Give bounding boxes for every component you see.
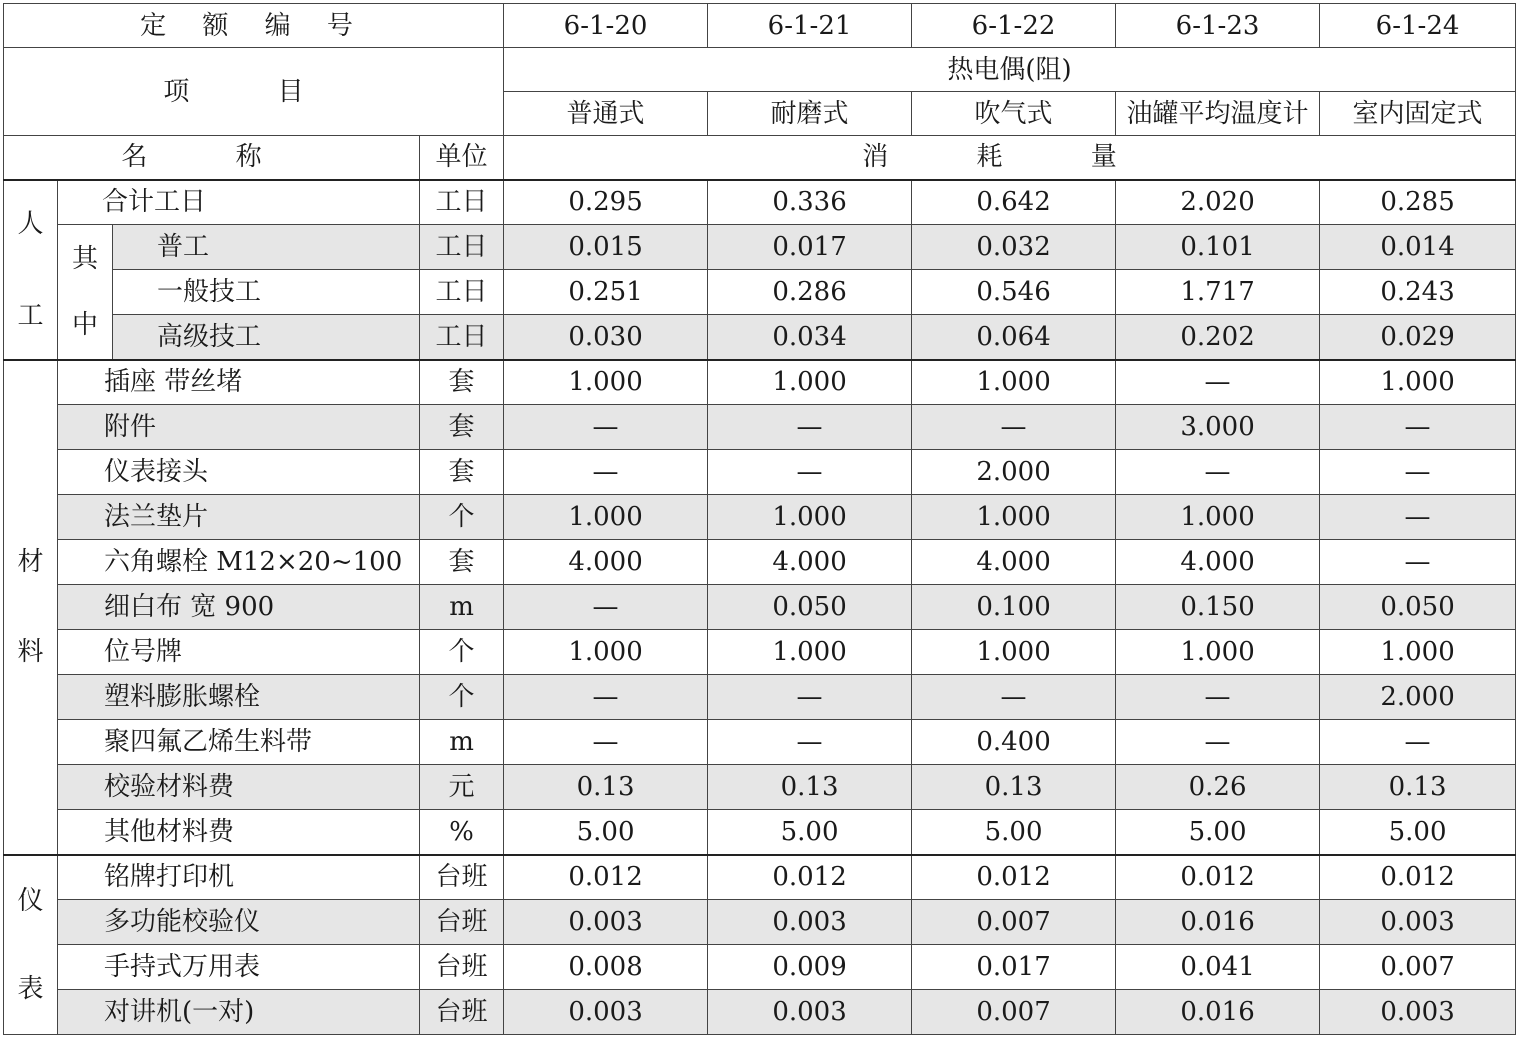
group-title: 热电偶(阻) <box>504 48 1516 92</box>
value-cell: — <box>708 675 912 720</box>
labor-row <box>4 315 1516 360</box>
value-cell: 0.050 <box>1320 585 1516 630</box>
item-name: 仪表接头 <box>58 450 420 495</box>
materials-row <box>4 405 1516 450</box>
code-row <box>4 4 1516 48</box>
value-cell: 1.000 <box>912 495 1116 540</box>
item-unit: 台班 <box>420 990 504 1035</box>
item-name: 校验材料费 <box>58 765 420 810</box>
value-cell: 5.00 <box>708 810 912 855</box>
value-cell: 0.13 <box>708 765 912 810</box>
type-cell: 普通式 <box>504 92 708 136</box>
value-cell: 0.101 <box>1116 225 1320 270</box>
type-cell: 吹气式 <box>912 92 1116 136</box>
value-cell: 0.017 <box>708 225 912 270</box>
consumption-label <box>504 136 1516 180</box>
value-cell: 0.285 <box>1320 180 1516 225</box>
item-unit: 个 <box>420 495 504 540</box>
instruments-row <box>4 900 1516 945</box>
item-name: 聚四氟乙烯生料带 <box>58 720 420 765</box>
instruments-row <box>4 945 1516 990</box>
group-row <box>4 48 1516 92</box>
value-cell: — <box>1116 360 1320 405</box>
column-label-row <box>4 136 1516 180</box>
value-cell: — <box>504 450 708 495</box>
value-cell: — <box>1320 540 1516 585</box>
value-cell: 0.016 <box>1116 900 1320 945</box>
value-cell: 0.007 <box>1320 945 1516 990</box>
value-cell: 5.00 <box>504 810 708 855</box>
value-cell: — <box>912 405 1116 450</box>
value-cell: 4.000 <box>1116 540 1320 585</box>
type-cell: 油罐平均温度计 <box>1116 92 1320 136</box>
value-cell: 0.012 <box>1320 855 1516 900</box>
value-cell: — <box>504 720 708 765</box>
materials-row <box>4 360 1516 405</box>
item-unit: 套 <box>420 360 504 405</box>
value-cell: — <box>1116 675 1320 720</box>
value-cell: 1.000 <box>912 630 1116 675</box>
value-cell: — <box>708 450 912 495</box>
value-cell: 0.003 <box>1320 990 1516 1035</box>
value-cell: 0.064 <box>912 315 1116 360</box>
value-cell: 1.000 <box>1116 630 1320 675</box>
value-cell: 0.030 <box>504 315 708 360</box>
labor-row <box>4 225 1516 270</box>
item-name: 其他材料费 <box>58 810 420 855</box>
item-name: 手持式万用表 <box>58 945 420 990</box>
value-cell: 5.00 <box>1116 810 1320 855</box>
value-cell: 0.202 <box>1116 315 1320 360</box>
value-cell: — <box>504 405 708 450</box>
materials-row <box>4 765 1516 810</box>
value-cell: 2.000 <box>912 450 1116 495</box>
item-name: 位号牌 <box>58 630 420 675</box>
instruments-category-char: 表 <box>17 973 44 1004</box>
item-unit: 工日 <box>420 225 504 270</box>
item-unit: 工日 <box>420 315 504 360</box>
type-cell: 室内固定式 <box>1320 92 1516 136</box>
item-name: 细白布 宽 900 <box>58 585 420 630</box>
materials-row <box>4 810 1516 855</box>
value-cell: 0.251 <box>504 270 708 315</box>
value-cell: — <box>1320 495 1516 540</box>
value-cell: 0.13 <box>504 765 708 810</box>
item-unit: m <box>420 720 504 765</box>
code-cell: 6-1-23 <box>1116 4 1320 48</box>
value-cell: 0.642 <box>912 180 1116 225</box>
value-cell: — <box>504 585 708 630</box>
value-cell: 1.000 <box>1116 495 1320 540</box>
value-cell: 0.015 <box>504 225 708 270</box>
materials-category-char: 料 <box>17 637 44 667</box>
value-cell: 1.000 <box>708 495 912 540</box>
value-cell: 1.000 <box>708 360 912 405</box>
value-cell: 0.003 <box>504 900 708 945</box>
value-cell: — <box>708 720 912 765</box>
value-cell: 0.032 <box>912 225 1116 270</box>
item-name: 一般技工 <box>113 270 420 315</box>
value-cell: 0.012 <box>912 855 1116 900</box>
item-name: 铭牌打印机 <box>58 855 420 900</box>
value-cell: — <box>912 675 1116 720</box>
value-cell: — <box>1116 450 1320 495</box>
code-cell: 6-1-21 <box>708 4 912 48</box>
value-cell: 0.029 <box>1320 315 1516 360</box>
item-name: 普工 <box>113 225 420 270</box>
labor-sub-category <box>58 225 113 360</box>
item-unit: 工日 <box>420 270 504 315</box>
item-name: 附件 <box>58 405 420 450</box>
value-cell: 0.012 <box>708 855 912 900</box>
value-cell: 0.003 <box>504 990 708 1035</box>
item-name: 高级技工 <box>113 315 420 360</box>
labor-row <box>4 270 1516 315</box>
labor-category <box>4 180 58 360</box>
value-cell: 3.000 <box>1116 405 1320 450</box>
labor-category-char: 工 <box>17 300 44 331</box>
value-cell: 0.008 <box>504 945 708 990</box>
instruments-row <box>4 855 1516 900</box>
item-name: 法兰垫片 <box>58 495 420 540</box>
item-unit: 个 <box>420 675 504 720</box>
value-cell: 2.020 <box>1116 180 1320 225</box>
item-unit: % <box>420 810 504 855</box>
value-cell: 0.100 <box>912 585 1116 630</box>
labor-total-row <box>4 180 1516 225</box>
instruments-row <box>4 990 1516 1035</box>
unit-label: 单位 <box>420 136 504 180</box>
value-cell: 1.000 <box>1320 630 1516 675</box>
materials-row <box>4 630 1516 675</box>
labor-sub-category-char: 中 <box>71 309 98 340</box>
instruments-category <box>4 855 58 1035</box>
item-unit: m <box>420 585 504 630</box>
value-cell: 4.000 <box>504 540 708 585</box>
materials-row <box>4 495 1516 540</box>
item-name: 插座 带丝堵 <box>58 360 420 405</box>
item-name: 六角螺栓 M12×20~100 <box>58 540 420 585</box>
code-cell: 6-1-22 <box>912 4 1116 48</box>
item-unit: 套 <box>420 540 504 585</box>
item-unit: 套 <box>420 405 504 450</box>
labor-category-char: 人 <box>17 208 44 239</box>
value-cell: — <box>1320 450 1516 495</box>
value-cell: 2.000 <box>1320 675 1516 720</box>
value-cell: 0.016 <box>1116 990 1320 1035</box>
value-cell: 1.000 <box>912 360 1116 405</box>
item-unit: 套 <box>420 450 504 495</box>
item-name: 对讲机(一对) <box>58 990 420 1035</box>
value-cell: 0.546 <box>912 270 1116 315</box>
instruments-category-char: 仪 <box>17 885 44 916</box>
value-cell: 0.009 <box>708 945 912 990</box>
item-name: 塑料膨胀螺栓 <box>58 675 420 720</box>
value-cell: 0.012 <box>504 855 708 900</box>
type-cell: 耐磨式 <box>708 92 912 136</box>
code-cell: 6-1-24 <box>1320 4 1516 48</box>
materials-row <box>4 540 1516 585</box>
item-label-text: 项 目 <box>163 76 344 107</box>
value-cell: 1.000 <box>1320 360 1516 405</box>
item-unit: 个 <box>420 630 504 675</box>
value-cell: 1.000 <box>504 630 708 675</box>
value-cell: 4.000 <box>912 540 1116 585</box>
item-label <box>4 48 504 136</box>
value-cell: — <box>708 405 912 450</box>
quota-table <box>3 3 1516 1035</box>
value-cell: 0.150 <box>1116 585 1320 630</box>
value-cell: — <box>1320 405 1516 450</box>
value-cell: 0.007 <box>912 990 1116 1035</box>
value-cell: 0.014 <box>1320 225 1516 270</box>
value-cell: 0.003 <box>708 900 912 945</box>
value-cell: 0.286 <box>708 270 912 315</box>
value-cell: 0.050 <box>708 585 912 630</box>
item-unit: 台班 <box>420 945 504 990</box>
value-cell: 0.336 <box>708 180 912 225</box>
materials-row <box>4 675 1516 720</box>
value-cell: 0.400 <box>912 720 1116 765</box>
materials-row <box>4 720 1516 765</box>
item-name: 多功能校验仪 <box>58 900 420 945</box>
value-cell: 1.717 <box>1116 270 1320 315</box>
value-cell: 0.017 <box>912 945 1116 990</box>
item-name: 合计工日 <box>58 180 420 225</box>
value-cell: 0.034 <box>708 315 912 360</box>
value-cell: 0.003 <box>708 990 912 1035</box>
name-label <box>4 136 420 180</box>
value-cell: 1.000 <box>708 630 912 675</box>
item-unit: 元 <box>420 765 504 810</box>
code-label-text: 定 额 编 号 <box>140 10 367 41</box>
code-cell: 6-1-20 <box>504 4 708 48</box>
value-cell: 0.012 <box>1116 855 1320 900</box>
code-label <box>4 4 504 48</box>
value-cell: 0.26 <box>1116 765 1320 810</box>
value-cell: 0.007 <box>912 900 1116 945</box>
consumption-label-text: 消 耗 量 <box>862 142 1157 173</box>
materials-category <box>4 360 58 855</box>
value-cell: 5.00 <box>912 810 1116 855</box>
value-cell: 0.041 <box>1116 945 1320 990</box>
value-cell: 5.00 <box>1320 810 1516 855</box>
value-cell: 0.243 <box>1320 270 1516 315</box>
materials-row <box>4 450 1516 495</box>
value-cell: — <box>1320 720 1516 765</box>
value-cell: 1.000 <box>504 495 708 540</box>
value-cell: — <box>1116 720 1320 765</box>
item-unit: 台班 <box>420 855 504 900</box>
value-cell: — <box>504 675 708 720</box>
materials-row <box>4 585 1516 630</box>
value-cell: 0.003 <box>1320 900 1516 945</box>
value-cell: 0.13 <box>912 765 1116 810</box>
value-cell: 4.000 <box>708 540 912 585</box>
materials-category-char: 材 <box>17 547 44 577</box>
item-unit: 台班 <box>420 900 504 945</box>
value-cell: 1.000 <box>504 360 708 405</box>
name-label-text: 名 称 <box>121 142 302 173</box>
labor-sub-category-char: 其 <box>71 243 98 274</box>
item-unit: 工日 <box>420 180 504 225</box>
value-cell: 0.13 <box>1320 765 1516 810</box>
value-cell: 0.295 <box>504 180 708 225</box>
